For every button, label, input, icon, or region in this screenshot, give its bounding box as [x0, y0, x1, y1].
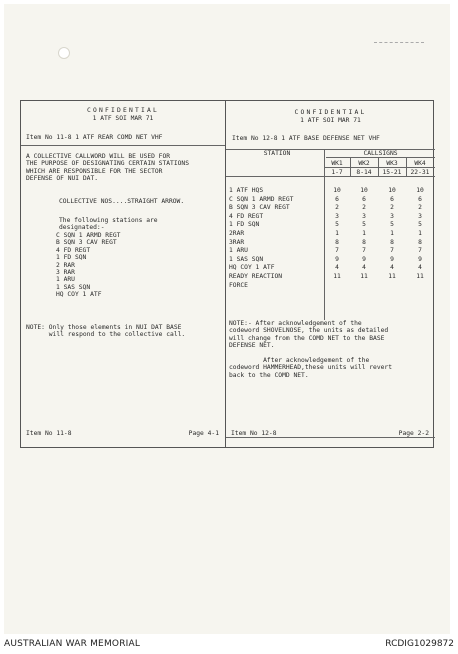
footer-item-number: Item No 12-8 — [231, 429, 277, 437]
list-item: 2 RAR — [56, 261, 75, 269]
table-row — [226, 282, 435, 289]
callsign-cell: 3 — [335, 212, 339, 220]
callsign-cell: 9 — [390, 255, 394, 263]
callsign-cell: 5 — [390, 221, 394, 229]
note-paragraph: NOTE: Only those elements in NUI DAT BASE will respond to the collective call. — [26, 324, 186, 339]
soi-label: 1 ATF SOI MAR 71 — [92, 115, 154, 122]
document-page — [4, 4, 450, 634]
station-name: B SQN 3 CAV REGT — [229, 204, 290, 212]
callsign-cell: 8 — [335, 238, 339, 246]
archive-name: AUSTRALIAN WAR MEMORIAL — [4, 639, 141, 649]
classification-label: CONFIDENTIAL — [294, 109, 367, 116]
callsign-cell: 10 — [333, 187, 341, 194]
callsign-cell: 1 — [362, 230, 366, 237]
callsigns-header: CALLSIGNS — [326, 150, 435, 158]
column-days: 1-7 — [331, 169, 343, 176]
table-row — [226, 221, 435, 228]
table-row — [226, 213, 435, 220]
table-row — [226, 256, 435, 263]
station-name: C SQN 1 ARMD REGT — [229, 195, 294, 203]
callsign-cell: 10 — [416, 187, 424, 194]
callsign-cell: 5 — [335, 221, 339, 229]
table-row — [226, 196, 435, 203]
footer-page-number: Page 4-1 — [188, 429, 219, 437]
archive-reference: RCDIG1029872 — [385, 639, 454, 649]
callsign-cell: 4 — [418, 264, 422, 272]
item-12-8-panel — [226, 101, 435, 447]
footer-item-number: Item No 11-8 — [26, 429, 72, 437]
callsign-cell: 8 — [362, 238, 366, 246]
signal-instruction-sheet — [20, 100, 434, 448]
column-week: WK2 — [358, 160, 370, 167]
table-rule — [324, 167, 435, 168]
callsign-cell: 7 — [418, 247, 422, 255]
column-days: 8-14 — [356, 169, 372, 176]
station-name: 3RAR — [229, 238, 245, 246]
callsign-cell: 9 — [362, 255, 366, 263]
column-week: WK3 — [386, 160, 398, 167]
callsign-cell: 10 — [360, 187, 368, 194]
column-week: WK1 — [331, 160, 343, 167]
callsign-cell: 7 — [390, 247, 394, 255]
item-11-8-panel — [21, 101, 225, 447]
callsign-cell: 3 — [362, 212, 366, 220]
callsign-cell: 11 — [360, 273, 368, 280]
station-name: FORCE — [229, 281, 248, 289]
callsign-cell: 8 — [418, 238, 422, 246]
designated-text: The following stations are designated:- — [59, 217, 158, 232]
item-title: Item No 11-8 1 ATF REAR COMD NET VHF — [26, 134, 163, 141]
callsign-cell: 4 — [362, 264, 366, 272]
callsign-cell: 2 — [418, 204, 422, 212]
station-column-header: STATION — [263, 150, 291, 157]
list-item: 1 SAS SQN — [56, 283, 91, 291]
table-header — [226, 149, 435, 175]
list-item: B SQN 3 CAV REGT — [56, 239, 117, 247]
callsign-cell: 5 — [362, 221, 366, 229]
callsign-cell: 1 — [418, 230, 422, 237]
station-name: 1 ATF HQS — [229, 187, 264, 194]
station-name: HQ COY 1 ATF — [229, 264, 275, 272]
list-item: 1 FD SQN — [56, 254, 87, 262]
list-item: C SQN 1 ARMD REGT — [56, 232, 121, 239]
callsign-cell: 6 — [362, 195, 366, 203]
list-item: 3 RAR — [56, 268, 75, 276]
callsign-cell: 11 — [416, 273, 424, 280]
callsign-cell: 6 — [390, 195, 394, 203]
station-name: 1 SAS SQN — [229, 255, 264, 263]
station-list — [56, 232, 120, 299]
pencil-mark — [374, 42, 424, 43]
callsign-cell: 8 — [390, 238, 394, 246]
table-row — [226, 230, 435, 237]
table-row — [226, 187, 435, 194]
table-row — [226, 264, 435, 271]
table-row — [226, 204, 435, 211]
callsign-cell: 6 — [335, 195, 339, 203]
soi-label: 1 ATF SOI MAR 71 — [300, 117, 361, 124]
callsign-cell: 6 — [418, 195, 422, 203]
callsign-cell: 11 — [388, 273, 396, 280]
item-title: Item No 12-8 1 ATF BASE DEFENSE NET VHF — [232, 135, 380, 142]
table-row — [226, 247, 435, 254]
note-shovelnose: NOTE:- After acknowledgement of the codeword SHOVELNOSE, the units as detailed will change from the COMD NET to the BASE DEFENSE NET. — [229, 320, 389, 350]
list-item: HQ COY 1 ATF — [56, 291, 102, 299]
punch-hole — [58, 47, 70, 59]
callsign-cell: 10 — [388, 187, 396, 194]
callsign-cell: 5 — [418, 221, 422, 229]
footer-page-number: Page 2-2 — [398, 429, 429, 437]
callsign-cell: 2 — [390, 204, 394, 212]
collective-callword: COLLECTIVE NOS....STRAIGHT ARROW. — [59, 198, 185, 205]
list-item: 1 ARU — [56, 276, 75, 284]
table-rule — [226, 176, 435, 177]
classification-label: CONFIDENTIAL — [87, 107, 159, 114]
table-row — [226, 239, 435, 246]
station-name: READY REACTION — [229, 273, 283, 280]
callsign-cell: 7 — [362, 247, 366, 255]
callsign-cell: 4 — [390, 264, 394, 272]
callsign-cell: 3 — [418, 212, 422, 220]
callsign-cell: 7 — [335, 247, 339, 255]
callsign-cell: 2 — [362, 204, 366, 212]
column-week: WK4 — [414, 160, 426, 167]
callsign-cell: 11 — [333, 273, 341, 280]
column-days: 22-31 — [410, 169, 430, 176]
header-rule — [21, 145, 225, 146]
callsign-cell: 4 — [335, 264, 339, 272]
station-name: 2RAR — [229, 230, 245, 237]
station-name: 4 FD REGT — [229, 212, 264, 220]
note-hammerhead: After acknowledgement of the codeword HAMMERHEAD,these units will revert back to the COMD NET. — [229, 357, 393, 379]
callsign-cell: 3 — [390, 212, 394, 220]
footer-rule — [226, 437, 435, 438]
callsign-cell: 2 — [335, 204, 339, 212]
intro-paragraph: A COLLECTIVE CALLWORD WILL BE USED FOR THE PURPOSE OF DESIGNATING CERTAIN STATIONS WHICH ARE RESPONSIBLE FOR THE SECTOR DEFENSE OF NUI DAT. — [26, 153, 190, 183]
station-name: 1 FD SQN — [229, 221, 260, 229]
callsign-cell: 1 — [390, 230, 394, 237]
list-item: 4 FD REGT — [56, 246, 91, 254]
station-name: 1 ARU — [229, 247, 248, 255]
table-row — [226, 273, 435, 280]
callsign-cell: 1 — [335, 230, 339, 237]
callsign-cell: 9 — [335, 255, 339, 263]
archive-footer — [0, 636, 458, 654]
callsign-cell: 9 — [418, 255, 422, 263]
column-days: 15-21 — [382, 169, 402, 176]
